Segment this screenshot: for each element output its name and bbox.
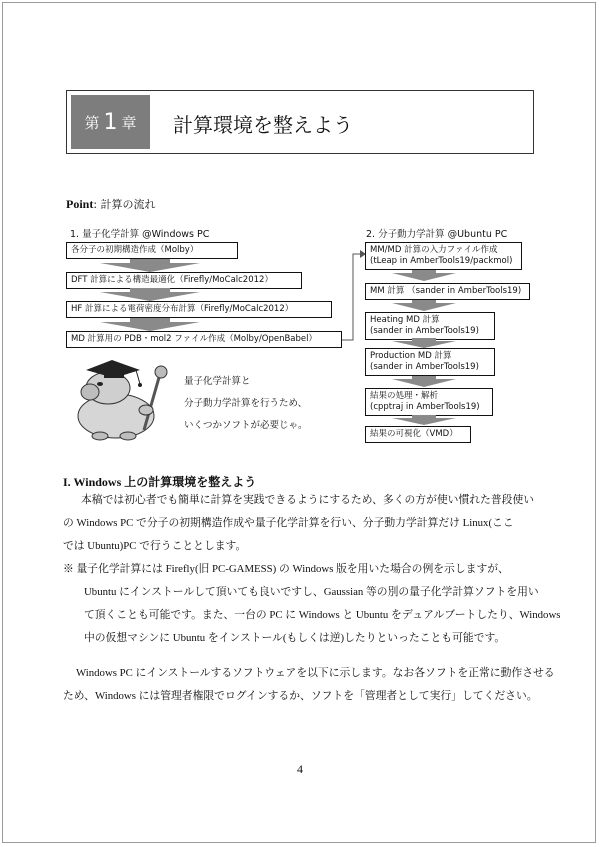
- right-step-6: [365, 426, 471, 443]
- left-step-3: HF 計算による電荷密度分布計算（Firefly/MoCalc2012）: [66, 301, 332, 318]
- right-step-4-line1: Production MD 計算: [370, 351, 452, 361]
- right-step-6-line1: 結果の可視化（VMD）: [370, 429, 458, 439]
- right-step-1-line2: (tLeap in AmberTools19/packmol): [370, 256, 513, 266]
- right-step-3-line1: Heating MD 計算: [370, 315, 440, 325]
- chapter-prefix: 第: [84, 113, 100, 132]
- down-arrow-icon: [392, 415, 456, 426]
- chapter-number-tab: [71, 95, 150, 149]
- paragraph-line: 本稿では初心者でも簡単に計算を実践できるようにするため、多くの方が使い慣れた普段使い: [81, 494, 535, 506]
- left-step-4: MD 計算用の PDB・mol2 ファイル作成（Molby/OpenBabel）: [66, 331, 342, 348]
- mascot-line: いくつかソフトが必要じゃ。: [184, 420, 308, 431]
- right-step-4: [365, 348, 495, 376]
- paragraph-line: Windows PC にインストールするソフトウェアを以下に示します。なお各ソフトを正常に動作させる: [76, 667, 555, 679]
- down-arrow-icon: [100, 288, 200, 302]
- paragraph-line: ため、Windows には管理者権限でログインするか、ソフトを「管理者として実行」してください。: [63, 690, 538, 702]
- note-line: て頂くことも可能です。また、一台の PC に Windows と Ubuntu をデュアルブートしたり、Windows: [84, 609, 561, 621]
- paragraph-line: では Ubuntu)PC で行うこととします。: [63, 540, 247, 552]
- mascot-line: 量子化学計算と: [184, 376, 251, 387]
- note-line: 中の仮想マシンに Ubuntu をインストール(もしくは逆)したりといったことも可能です。: [84, 632, 506, 644]
- mascot-line: 分子動力学計算を行うため、: [184, 398, 308, 409]
- note-line: Ubuntu にインストールして頂いても良いですし、Gaussian 等の別の量子化学計算ソフトを用い: [84, 586, 539, 598]
- mascot-illustration: [66, 358, 176, 444]
- chapter-title: 計算環境を整えよう: [173, 113, 353, 137]
- right-step-2-line1: MM 計算 （sander in AmberTools19): [370, 286, 522, 296]
- right-step-5: [365, 388, 493, 416]
- chapter-number: 1: [103, 109, 118, 135]
- down-arrow-icon: [392, 338, 456, 349]
- right-step-5-line1: 結果の処理・解析: [370, 391, 439, 401]
- page-number: 4: [297, 762, 303, 776]
- down-arrow-icon: [392, 300, 456, 312]
- right-step-1-line1: MM/MD 計算の入力ファイル作成: [370, 245, 498, 255]
- down-arrow-icon: [100, 318, 200, 332]
- right-step-1: [365, 242, 522, 270]
- right-step-3-line2: (sander in AmberTools19): [370, 326, 479, 336]
- point-label: Point: [66, 197, 94, 211]
- left-step-1: 各分子の初期構造作成（Molby）: [66, 242, 238, 259]
- right-step-2: [365, 283, 530, 300]
- left-step-2: DFT 計算による構造最適化（Firefly/MoCalc2012）: [66, 272, 302, 289]
- section-title: I. Windows 上の計算環境を整えよう: [63, 475, 257, 489]
- right-step-3: [365, 312, 495, 340]
- chapter-suffix: 章: [121, 113, 137, 132]
- down-arrow-icon: [392, 270, 456, 282]
- chapter-header: [66, 90, 534, 154]
- down-arrow-icon: [100, 259, 200, 273]
- right-flow-title: 2. 分子動力学計算 @Ubuntu PC: [366, 229, 508, 240]
- left-flow-title: 1. 量子化学計算 @Windows PC: [70, 229, 210, 240]
- right-step-5-line2: (cpptraj in AmberTools19): [370, 402, 480, 412]
- note-line: ※ 量子化学計算には Firefly(旧 PC-GAMESS) の Windows 版を用いた場合の例を示しますが、: [63, 563, 509, 575]
- point-text: : 計算の流れ: [93, 198, 156, 211]
- point-heading: [66, 196, 156, 212]
- down-arrow-icon: [392, 376, 456, 388]
- mascot-speech: [184, 371, 308, 437]
- right-step-4-line2: (sander in AmberTools19): [370, 362, 479, 372]
- connector-arrow-icon: [340, 248, 366, 344]
- paragraph-line: の Windows PC で分子の初期構造作成や量子化学計算を行い、分子動力学計算だけ Linux(ここ: [63, 517, 514, 529]
